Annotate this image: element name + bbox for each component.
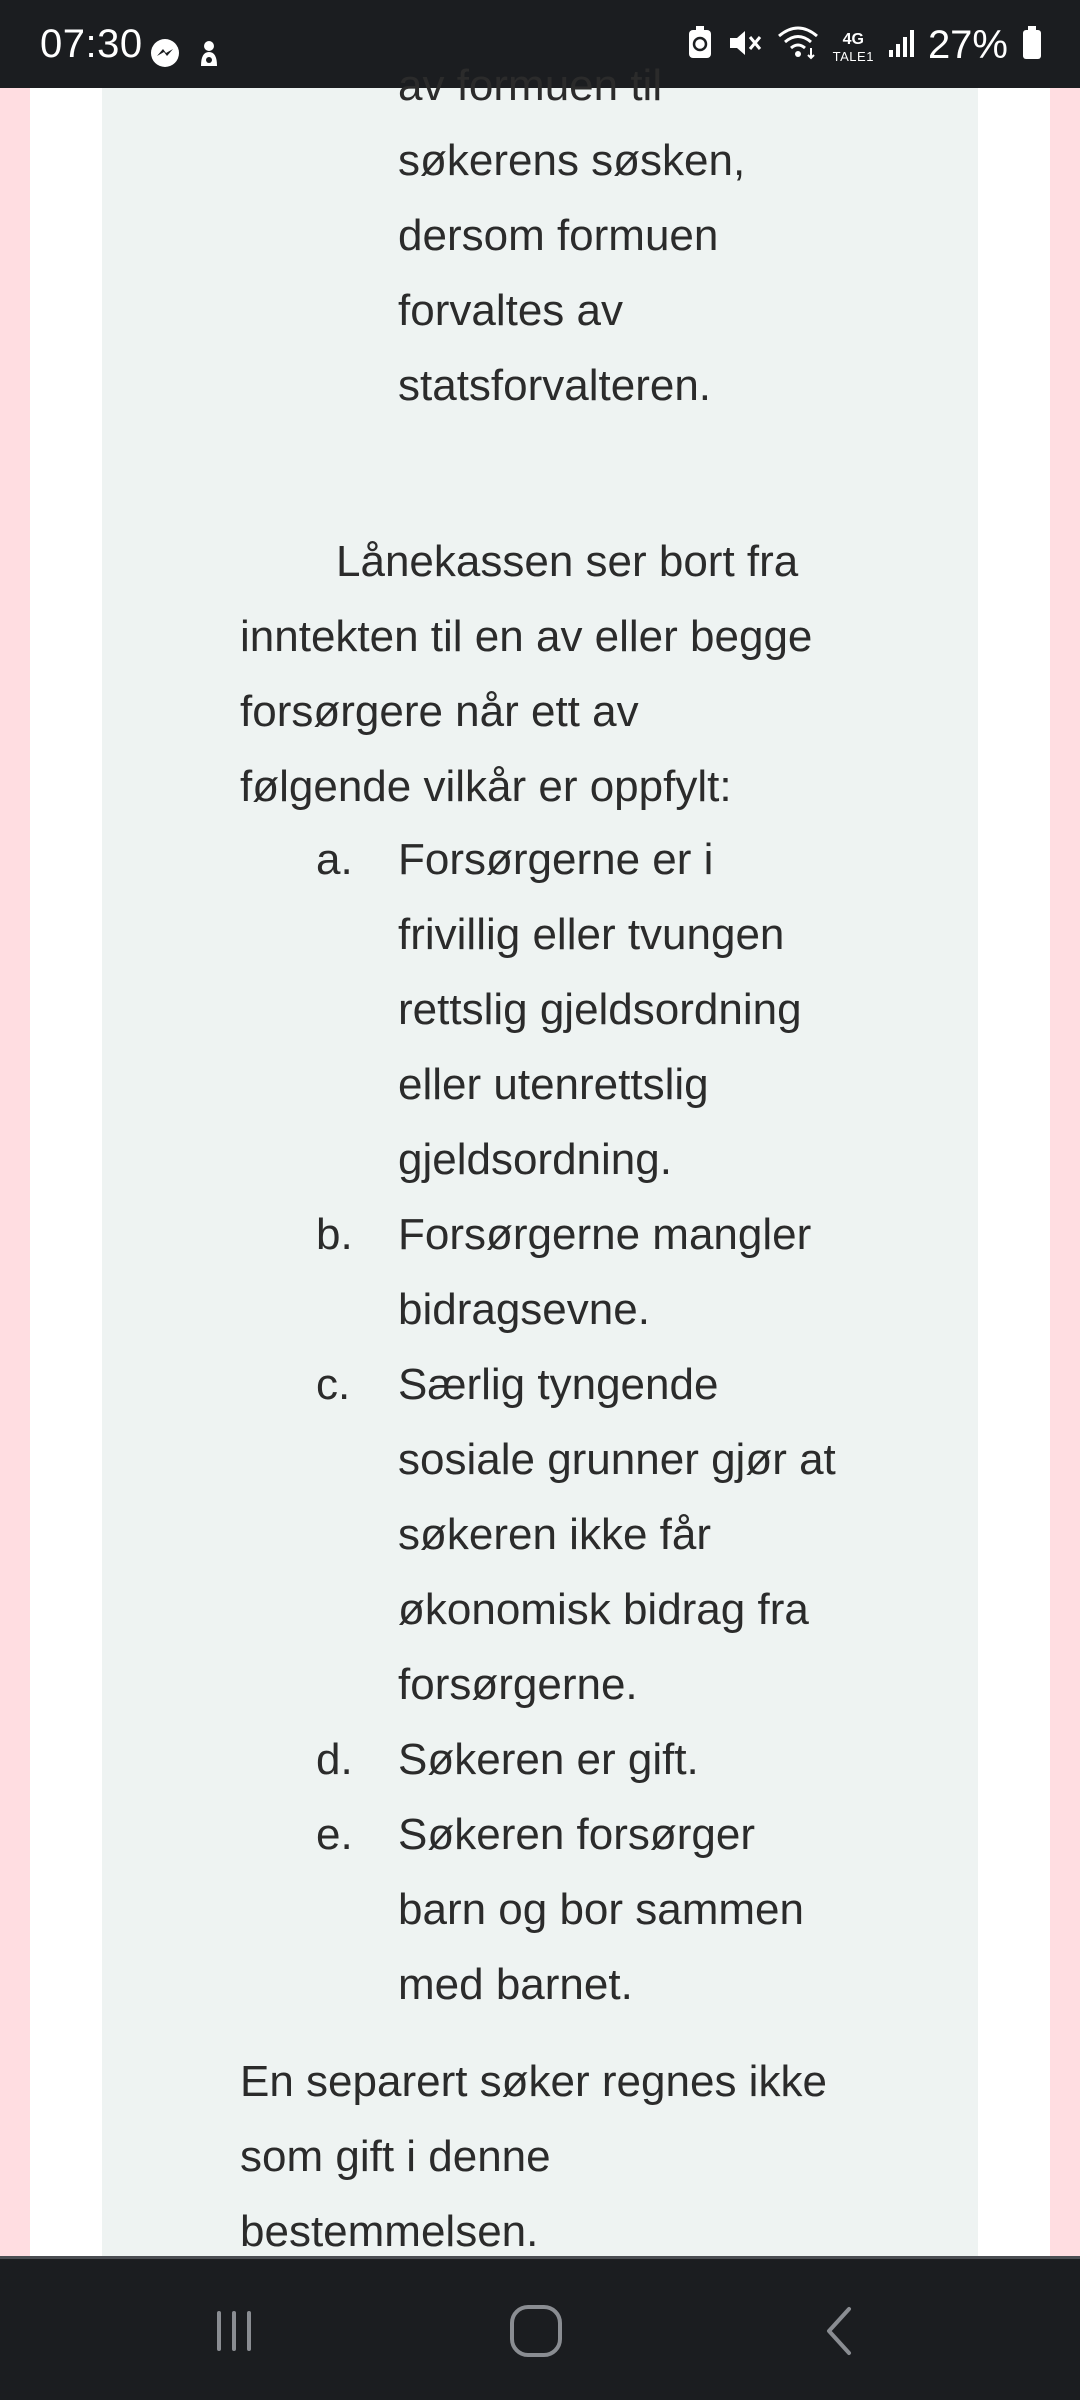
text-line: Forsørgerne mangler xyxy=(398,1210,812,1259)
battery-percent: 27% xyxy=(927,23,1008,67)
status-time: 07:30 xyxy=(40,22,143,66)
signal-icon xyxy=(888,28,914,63)
recent-apps-icon xyxy=(209,2306,259,2356)
list-marker: e. xyxy=(316,1810,353,1859)
text-line: barn og bor sammen xyxy=(398,1885,804,1934)
baby-monitor-icon xyxy=(194,38,224,73)
home-button[interactable] xyxy=(496,2296,576,2366)
text-line: En separert søker regnes ikke xyxy=(240,2057,827,2106)
text-line: forsørgerne. xyxy=(398,1660,638,1709)
messenger-icon xyxy=(150,38,180,73)
text-line: gjeldsordning. xyxy=(398,1135,672,1184)
text-line: statsforvalteren. xyxy=(398,361,712,410)
list-marker: c. xyxy=(316,1360,351,1409)
text-line: rettslig gjeldsordning xyxy=(398,985,802,1034)
conditions-list xyxy=(316,822,836,2022)
text-line: Søkeren forsørger xyxy=(398,1810,755,1859)
text-line: forvaltes av xyxy=(398,286,623,335)
text-line: med barnet. xyxy=(398,1960,633,2009)
text-line: søkerens søsken, xyxy=(398,136,746,185)
navigation-bar xyxy=(0,2256,1080,2400)
back-button[interactable] xyxy=(800,2296,880,2366)
network-type xyxy=(833,32,874,63)
home-icon xyxy=(508,2303,564,2359)
page-viewport[interactable] xyxy=(0,61,1080,2256)
network-generation: 4G xyxy=(842,30,864,48)
list-marker: a. xyxy=(316,835,353,884)
text-line: Lånekassen ser bort fra xyxy=(336,537,799,586)
list-marker: d. xyxy=(316,1735,353,1784)
carrier-label: TALE1 xyxy=(832,48,874,64)
text-line: av formuen til xyxy=(398,61,663,110)
text-line: dersom formuen xyxy=(398,211,719,260)
text-line: følgende vilkår er oppfylt: xyxy=(240,762,732,811)
battery-icon xyxy=(1022,26,1042,65)
list-item xyxy=(316,822,836,1197)
intro-paragraph xyxy=(240,524,812,824)
text-line: bidragsevne. xyxy=(398,1285,650,1334)
list-item xyxy=(316,1197,836,1347)
text-line: frivillig eller tvungen xyxy=(398,910,785,959)
list-item xyxy=(316,1722,836,1797)
text-line: eller utenrettslig xyxy=(398,1060,709,1109)
notification-icons xyxy=(150,38,224,73)
text-line: søkeren ikke får xyxy=(398,1510,711,1559)
text-line: inntekten til en av eller begge xyxy=(240,612,813,661)
recent-apps-button[interactable] xyxy=(194,2296,274,2366)
text-line: sosiale grunner gjør at xyxy=(398,1435,836,1484)
list-item-continuation xyxy=(398,48,745,423)
nav-divider xyxy=(0,2256,1080,2259)
list-item xyxy=(316,1347,836,1722)
closing-paragraph xyxy=(240,2044,827,2269)
text-line: Særlig tyngende xyxy=(398,1360,719,1409)
wifi-icon xyxy=(777,26,819,65)
back-icon xyxy=(815,2303,865,2359)
text-line: økonomisk bidrag fra xyxy=(398,1585,809,1634)
text-line: Forsørgerne er i xyxy=(398,835,714,884)
text-line: bestemmelsen. xyxy=(240,2207,539,2256)
list-marker: b. xyxy=(316,1210,353,1259)
text-line: forsørgere når ett av xyxy=(240,687,639,736)
text-line: som gift i denne xyxy=(240,2132,551,2181)
regulation-text-box xyxy=(102,61,978,2256)
text-line: Søkeren er gift. xyxy=(398,1735,699,1784)
list-item xyxy=(316,1797,836,2022)
page-body xyxy=(30,61,1050,2256)
